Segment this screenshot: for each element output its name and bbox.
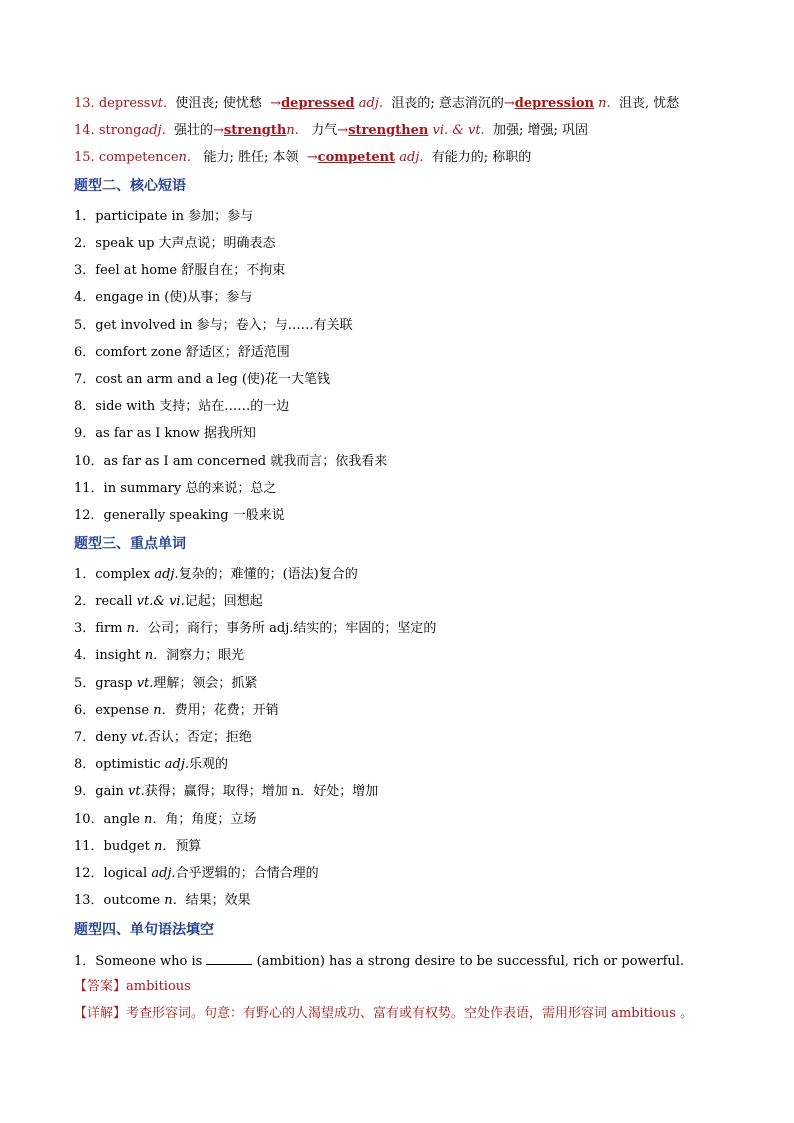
answer-label: 【答案】	[74, 979, 127, 994]
vocab-item-14: 14. strongadj. 强壮的→strengthn. 力气→strengthen vi. & vt. 加强; 增强; 巩固	[74, 123, 588, 138]
word-item: 10．angle n．角；角度；立场	[74, 812, 257, 827]
phrase-item: 12．generally speaking 一般来说	[74, 508, 285, 523]
answer-blank[interactable]	[206, 952, 252, 965]
word-item: 1．complex adj.复杂的；难懂的；(语法)复合的	[74, 567, 358, 582]
phrase-item: 10．as far as I am concerned 就我而言；依我看来	[74, 454, 388, 469]
vocab-item-13: 13. depressvt. 使沮丧; 使忧愁 →depressed adj. 沮丧的; 意志消沉的→depression n. 沮丧, 忧愁	[74, 96, 680, 111]
phrase-item: 3．feel at home 舒服自在；不拘束	[74, 263, 286, 278]
word-item: 2．recall vt.& vi.记起；回想起	[74, 594, 263, 609]
word-item: 9．gain vt.获得；赢得；取得；增加 n．好处；增加	[74, 784, 379, 799]
phrase-item: 2．speak up 大声点说；明确表态	[74, 236, 276, 251]
word-item: 4．insight n．洞察力；眼光	[74, 648, 245, 663]
section-heading-grammar: 题型四、单句语法填空	[74, 922, 214, 938]
phrase-item: 11．in summary 总的来说；总之	[74, 481, 277, 496]
detail-line	[74, 1006, 693, 1022]
phrase-item: 4．engage in (使)从事；参与	[74, 290, 253, 305]
phrase-item: 9．as far as I know 据我所知	[74, 426, 256, 441]
phrase-item: 7．cost an arm and a leg (使)花一大笔钱	[74, 372, 330, 387]
answer-text: ambitious	[126, 979, 191, 994]
phrase-item: 8．side with 支持；站在……的一边	[74, 399, 290, 414]
word-item: 6．expense n．费用；花费；开销	[74, 703, 279, 718]
section-heading-phrases: 题型二、核心短语	[74, 178, 186, 194]
phrase-item: 6．comfort zone 舒适区；舒适范围	[74, 345, 290, 360]
phrase-item: 1．participate in 参加；参与	[74, 209, 254, 224]
word-item: 5．grasp vt.理解；领会；抓紧	[74, 676, 258, 691]
phrase-item: 5．get involved in 参与；卷入；与……有关联	[74, 318, 353, 333]
word-item: 8．optimistic adj.乐观的	[74, 757, 229, 772]
answer-line	[74, 979, 191, 995]
detail-text: 考查形容词。句意：有野心的人渴望成功、富有或有权势。空处作表语，需用形容词 ambitious 。	[126, 1006, 694, 1021]
word-item: 3．firm n．公司；商行；事务所 adj.结实的；牢固的；坚定的	[74, 621, 437, 636]
word-item: 13．outcome n．结果；效果	[74, 893, 251, 908]
section-heading-words: 题型三、重点单词	[74, 536, 186, 552]
detail-label: 【详解】	[74, 1006, 127, 1021]
word-item: 12．logical adj.合乎逻辑的；合情合理的	[74, 866, 319, 881]
question-1: 1．Someone who is (ambition) has a strong desire to be successful, rich or powerful.	[74, 954, 685, 969]
vocab-item-15: 15. competencen. 能力; 胜任; 本领 →competent adj. 有能力的; 称职的	[74, 150, 532, 165]
word-item: 7．deny vt.否认；否定；拒绝	[74, 730, 252, 745]
word-item: 11．budget n．预算	[74, 839, 202, 854]
